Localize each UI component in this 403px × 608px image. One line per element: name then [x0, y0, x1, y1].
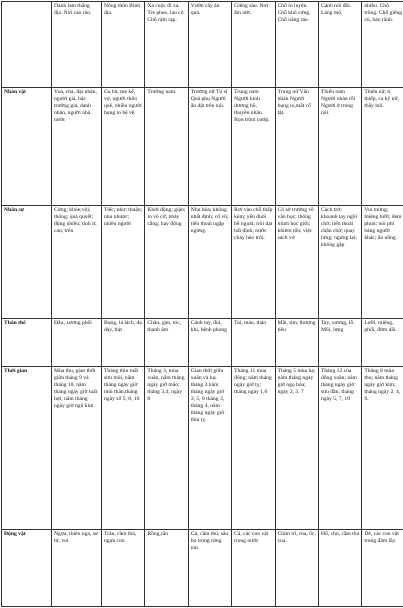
table-row — [2, 530, 403, 607]
table-cell: Tiếc; như; thuận; nhu nhược; nhiều người — [102, 206, 145, 319]
table-cell: Trung nữ Văn nhân Người bụng to,mắt cố tật. — [275, 88, 318, 206]
table-cell: Giao thời giữa xuân và hạ; tháng 3 năm tháng ngày giờ 3, 5, 8 tháng 3, tháng 4, năm tháng ngày giờ thìn tỵ. — [188, 367, 231, 530]
table-row — [2, 319, 403, 367]
table-cell: Tháng 8 mùa thu; năm tháng ngày giờ kim; tháng ngày 2, 4, 9. — [362, 367, 403, 530]
table-cell: Đầu, xương phổi — [52, 319, 102, 367]
table-cell: Nông thôn Bình địa. — [102, 2, 145, 88]
table-cell: Dê, các con vật trong đầm lầy. — [362, 530, 403, 607]
row-header — [2, 2, 52, 88]
table-cell: Mắt, tim, thượng tiêu — [275, 319, 318, 367]
table-cell: Thiếu nữ, tì thiếp, ca kỹ nữ, thầy bói. — [362, 88, 403, 206]
table-cell: Cạnh núi đồi. Làng mộ. — [318, 2, 361, 88]
table-cell: Danh lam thắng địa. Nơi cao ráo. — [52, 2, 102, 88]
table-cell: Tháng 11 mùa đông; năm tháng ngày giờ tỵ; tháng ngày 1,6 — [232, 367, 275, 530]
table-cell: Giếng sâu. Nơi ẩm ướt. — [232, 2, 275, 88]
table-cell: Trung nam Người kinh dương hồ, thuyền nhân. Bọn trộm cướp. — [232, 88, 275, 206]
table-cell: Hổ, chó, cầm thú — [318, 530, 361, 607]
page — [1, 1, 402, 606]
table-cell: Tháng thìn tuất sửu mùi, năm tháng ngày giờ mùi thân,tháng ngày số 5, 8, 10 — [102, 367, 145, 530]
table-cell: Tháng 5 mùa hạ; năm tháng ngày giờ ngọ hỏa; ngày 2, 3, 7 — [275, 367, 318, 530]
table-cell: Chân, gan, tóc, thanh âm — [145, 319, 188, 367]
table-row — [2, 367, 403, 530]
table-row — [2, 206, 403, 319]
table-cell: Trưởng nữ Tú sĩ Quả phụ Người ẩn dật trên núi. — [188, 88, 231, 206]
row-header: Nhân sự — [2, 206, 52, 319]
table-cell: Vui mừng; miệng lưỡi; đem phun; nói phỉ báng người khác; ăn uống. — [362, 206, 403, 319]
row-header: Thời gian — [2, 367, 52, 530]
table-cell: Trâu, cầm thú, ngựa con — [102, 530, 145, 607]
table-cell: Xa cuộc đi xa. Tre pheo, lau cỏ Chỗ rậm rạp. — [145, 2, 188, 88]
table-cell: Khởi động; giận; lo vô cớ; nhảy cẫng; hay động — [145, 206, 188, 319]
table-cell: Tháng 12 của đông xuân; năm tháng ngày giờ sửu dần; tháng ngày 5, 7, 10 — [318, 367, 361, 530]
table-cell: Cách trở; khoanh tay ngồi chờ; tiến thoái chần chừ; quay lưng; ngưng lại; không gặp — [318, 206, 361, 319]
table-cell: Tai, máu, thận — [232, 319, 275, 367]
table-cell: Cô sở trường về văn học; thông minh học giỏi; khiêm tốn; việc sách vở — [275, 206, 318, 319]
table-cell: Nhu hòa; không nhất định; cổ vũ; tiến thoái ngập ngừng. — [188, 206, 231, 319]
trigram-correspondence-table — [1, 1, 403, 607]
table-cell: Trưởng nam. — [145, 88, 188, 206]
table-cell: Tháng 3, mùa xuân, năm tháng ngày giờ mão; tháng 3,4; ngày 8 — [145, 367, 188, 530]
table-cell: Rơi vào chỗ thấp kém; yếu đuối bề ngoài; trôi dạt bất định; nước chảy hèo trôi. — [232, 206, 275, 319]
table-cell: Vua, cha, đại nhân, người già, bậc trưởng giả, danh nhân, người nhà nước — [52, 88, 102, 206]
table-cell: Rồng,rắn — [145, 530, 188, 607]
table-cell: Cánh tay, đùi, khí, bệnh phong — [188, 319, 231, 367]
table-cell: Bụng, lá lách, dạ dày, thịt — [102, 319, 145, 367]
table-cell: Gà, cầm thú, sâu bọ trong rừng núi — [188, 530, 231, 607]
table-cell: Cá, các con vật trong nước — [232, 530, 275, 607]
table-cell: Tay, xương, lỗ. Mũi, lưng — [318, 319, 361, 367]
table-cell: Chim trĩ, rùa, ốc, cua. — [275, 530, 318, 607]
table-cell: Vườn cây ăn quả. — [188, 2, 231, 88]
table-cell: Mùa thu, giao thời giữa tháng 9 và tháng 10, năm tháng ngày giờ tuất hợi, năm tháng ngày giờ ngũ kim — [52, 367, 102, 530]
table-cell: Thiếu nam Người nhàn rỗi Người ở trong núi. — [318, 88, 361, 206]
row-header: Động vật — [2, 530, 52, 607]
row-header: Thân thể — [2, 319, 52, 367]
table-cell: Ngựa, thiên nga, sư tử, voi — [52, 530, 102, 607]
table-cell: Cụ bà; mẹ kế, vợ, người thôn quê, nhiều người bụng to bệ vệ. — [102, 88, 145, 206]
row-header: Nhân vật — [2, 88, 52, 206]
table-cell: nhiều. Chỗ trũng. Chỗ giếng cũ, hào rãnh. — [362, 2, 403, 88]
table-cell: Lưỡi, miệng, phổi, đờm dãi. — [362, 319, 403, 367]
table-row — [2, 2, 403, 88]
table-row — [2, 88, 403, 206]
table-cell: Cứng; khỏe;vội; thông; quả quyết; động nhiều; tinh ít; cao, trên — [52, 206, 102, 319]
table-cell: Chỗ lo luyện. Chỗ khô cứng. Chỗ nắng ráo. — [275, 2, 318, 88]
